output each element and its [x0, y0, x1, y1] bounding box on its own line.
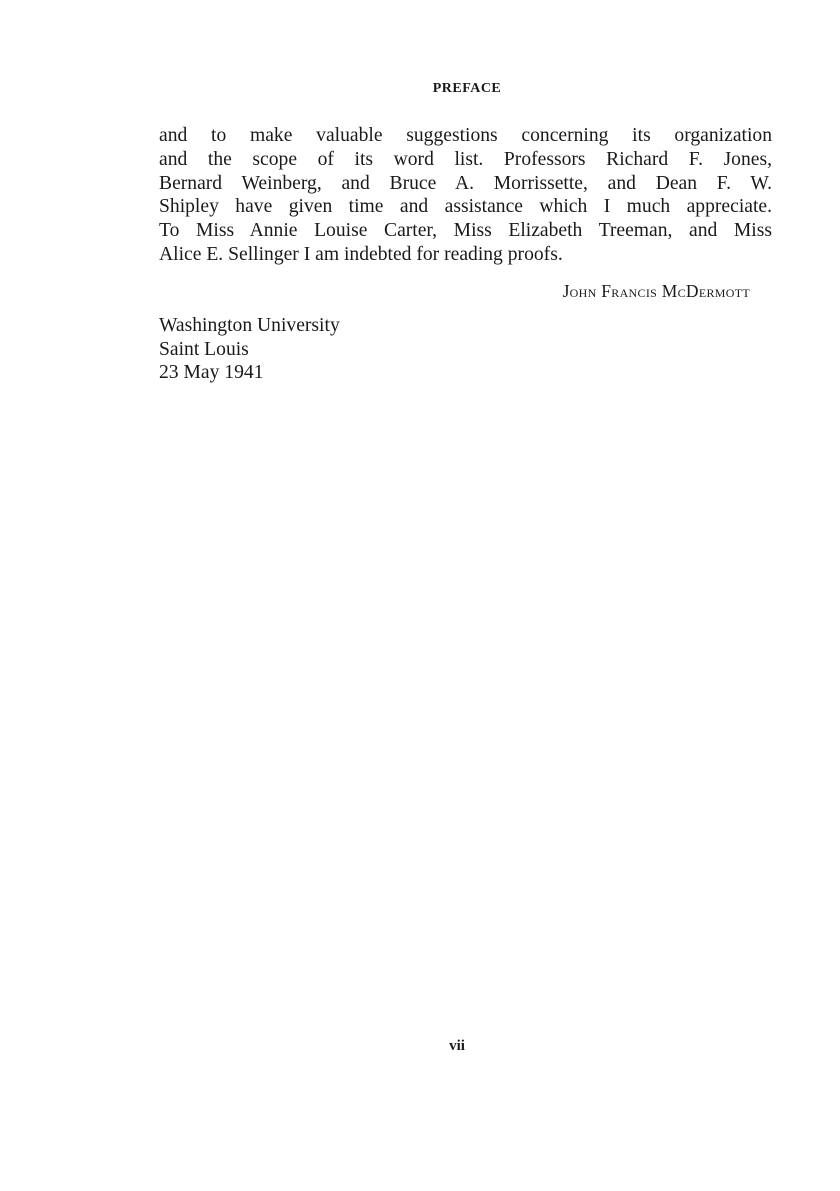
- paragraph-line: To Miss Annie Louise Carter, Miss Elizabeth Treeman, and Miss: [159, 220, 772, 242]
- paragraph-line: Alice E. Sellinger I am indebted for reading proofs.: [159, 243, 563, 265]
- city-line: Saint Louis: [159, 338, 249, 360]
- paragraph-line: and the scope of its word list. Professors Richard F. Jones,: [159, 148, 772, 170]
- author-signature: John Francis McDermott: [562, 281, 750, 301]
- date-line: 23 May 1941: [159, 362, 264, 384]
- paragraph-line: Shipley have given time and assistance which I much appreciate.: [159, 196, 772, 218]
- paragraph-line: and to make valuable suggestions concerning its organization: [159, 125, 772, 146]
- paragraph-line: Bernard Weinberg, and Bruce A. Morrissette, and Dean F. W.: [159, 172, 772, 194]
- running-head: PREFACE: [432, 81, 502, 96]
- page-number: vii: [449, 1038, 465, 1054]
- place-and-date: [159, 314, 340, 385]
- institution-line: Washington University: [159, 315, 340, 336]
- preface-paragraph: [159, 124, 772, 267]
